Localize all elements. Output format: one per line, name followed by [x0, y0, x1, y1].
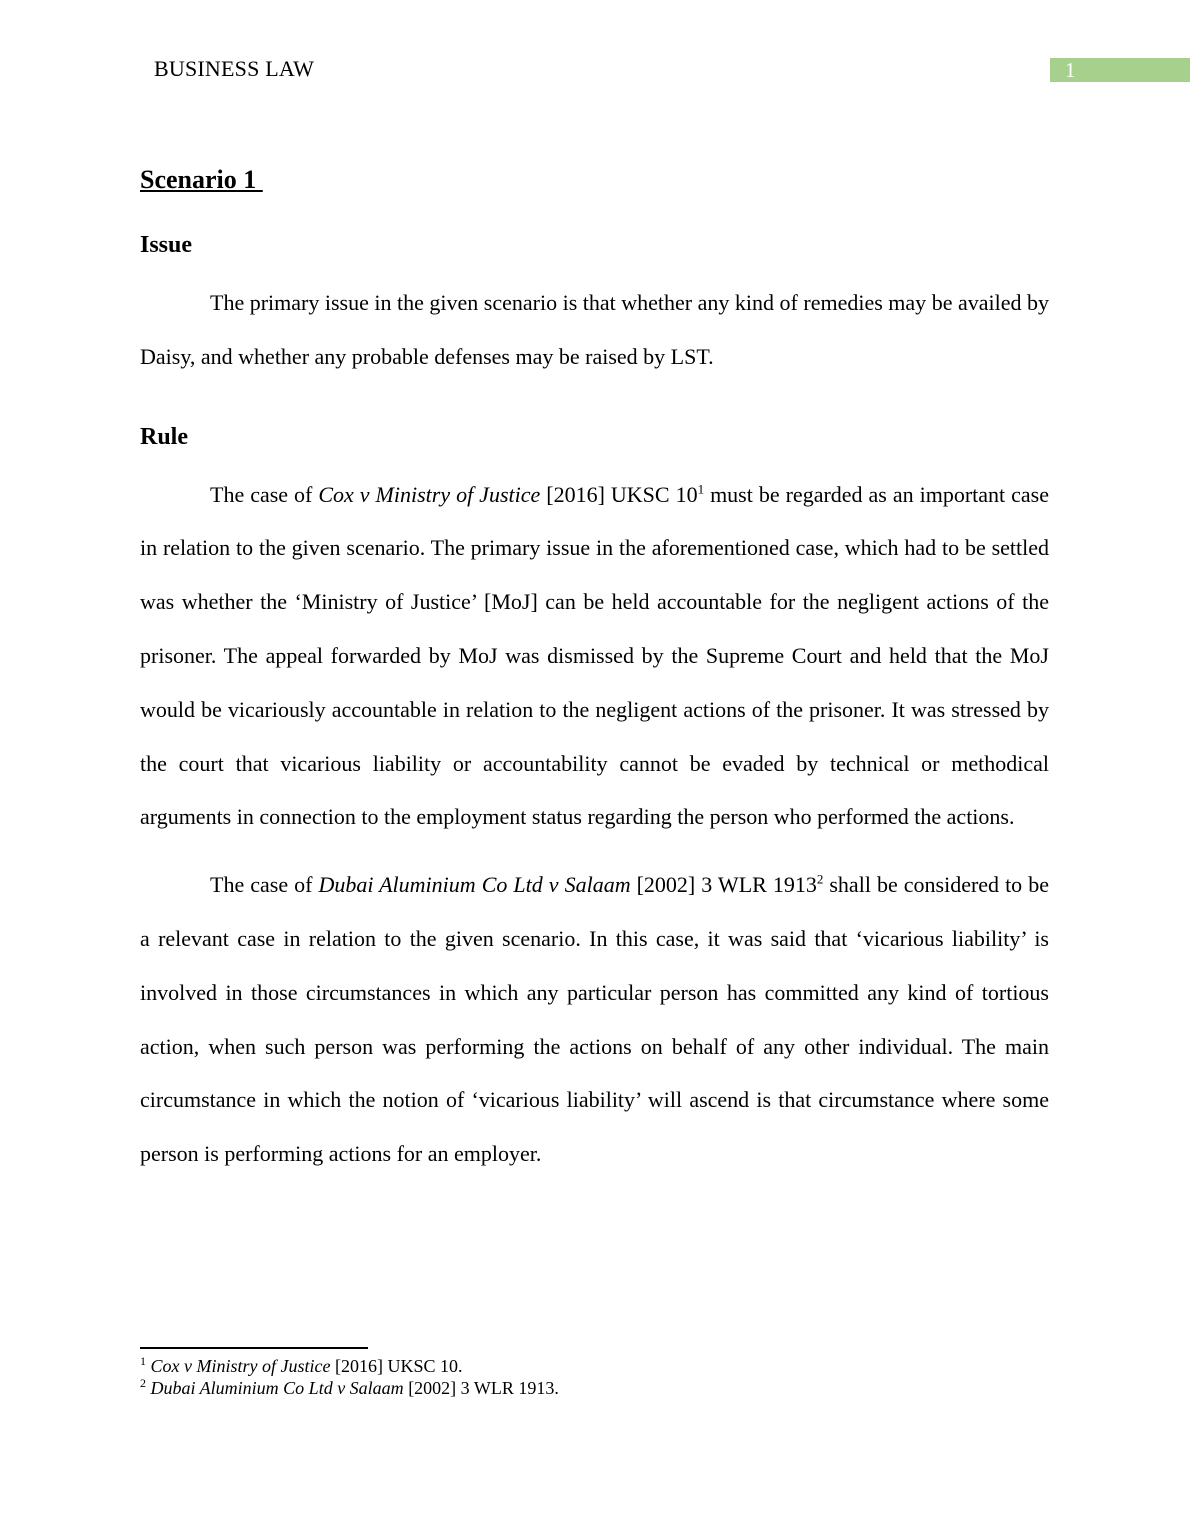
rule-heading: Rule [140, 423, 188, 450]
rule-paragraph-1 [140, 468, 1049, 845]
footnote-case-name: Cox v Ministry of Justice [150, 1356, 331, 1376]
issue-heading: Issue [140, 232, 193, 258]
citation-dubai: [2002] 3 WLR 1913 [630, 872, 817, 898]
footnote-number: 2 [140, 1376, 146, 1390]
page-number: 1 [1065, 58, 1076, 82]
case-name-cox: Cox v Ministry of Justice [318, 481, 541, 507]
footnote-2 [140, 1377, 1049, 1399]
document-body [140, 160, 1049, 1181]
rule-paragraph-2-body: shall be considered to be a relevant case in relation to the given scenario. In this case, it was said that ‘vicarious liability’ is involved in those circumstances in which any particular person has committed any kind of tortious action, when such person was performing the actions on behalf of any other individual. The main circumstance in which the notion of ‘vicarious liability’ will ascend is that circumstance where some person is performing actions for an employer. [140, 872, 1049, 1167]
header-title: BUSINESS LAW [154, 56, 315, 81]
rule-paragraph-1-body: must be regarded as an important case in relation to the given scenario. The primary issue in the aforementioned case, which had to be settled was whether the ‘Ministry of Justice’ [MoJ] can be held accountable for the negligent actions of the prisoner. The appeal forwarded by MoJ was dismissed by the Supreme Court and held that the MoJ would be vicariously accountable in relation to the negligent actions of the prisoner. It was stressed by the court that vicarious liability or accountability cannot be evaded by technical or methodical arguments in connection to the employment status regarding the person who performed the actions. [140, 481, 1049, 830]
footnote-number: 1 [140, 1354, 146, 1368]
page-number-badge [1050, 58, 1190, 82]
citation-cox: [2016] UKSC 10 [540, 481, 698, 507]
rule-paragraph-1-lead: The case of [210, 481, 319, 507]
footnote-separator [140, 1347, 368, 1349]
rule-paragraph-2-lead: The case of [210, 872, 319, 898]
footnotes [140, 1355, 1049, 1399]
footnote-1 [140, 1355, 1049, 1377]
scenario-title: Scenario 1 [140, 165, 263, 194]
footnote-citation: [2002] 3 WLR 1913. [403, 1378, 559, 1398]
issue-paragraph: The primary issue in the given scenario is that whether any kind of remedies may be availed by Daisy, and whether any probable defenses may be raised by LST. [140, 290, 1049, 369]
footnote-ref-1[interactable]: 1 [697, 481, 705, 497]
footnote-citation: [2016] UKSC 10. [330, 1356, 463, 1376]
footnote-ref-2[interactable]: 2 [816, 871, 824, 887]
footnote-case-name: Dubai Aluminium Co Ltd v Salaam [150, 1378, 404, 1398]
case-name-dubai: Dubai Aluminium Co Ltd v Salaam [318, 872, 631, 898]
rule-paragraph-2 [140, 858, 1049, 1181]
